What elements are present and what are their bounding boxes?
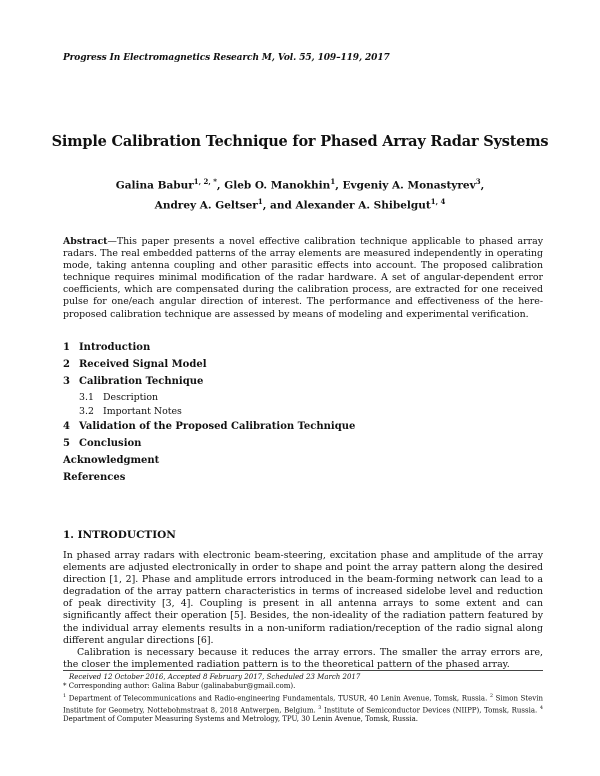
toc-item-references[interactable]: References (63, 472, 126, 483)
author-affiliation: 1, 4 (430, 196, 446, 206)
author-affiliation: 1, 2, * (193, 177, 217, 186)
author-conjunction: and (270, 199, 292, 211)
footnote-divider (63, 670, 543, 671)
author-affiliation: 1 (330, 177, 336, 186)
footnotes (63, 673, 543, 725)
author-line-2: Andrey A. Geltser$^1$, and Alexander A. Shibelgut$^{1, 4}$ (154, 196, 446, 211)
toc-item-important-notes[interactable]: 3.2 Important Notes (79, 406, 182, 417)
section-heading-introduction: 1. INTRODUCTION (63, 529, 176, 541)
author-affiliation: 3 (475, 177, 481, 186)
author-name: Gleb O. Manokhin (224, 179, 331, 192)
toc-item-validation[interactable]: 4 Validation of the Proposed Calibration Technique (63, 421, 356, 432)
toc-item-conclusion[interactable]: 5 Conclusion (63, 438, 142, 449)
toc-item-received-signal-model[interactable]: 2 Received Signal Model (63, 359, 207, 370)
toc-item-acknowledgment[interactable]: Acknowledgment (63, 455, 160, 466)
author-line-1: Galina Babur$^{1, 2, *}$, Gleb O. Manokhin$^1$, Evgeniy A. Monastyrev$^3$, (115, 177, 485, 192)
toc-item-description[interactable]: 3.1 Description (79, 392, 159, 403)
paper-title: Simple Calibration Technique for Phased Array Radar Systems (51, 133, 549, 150)
paragraph: Calibration is necessary because it reduces the array errors. The smaller the array errors are, the closer the implemented radiation pattern is to the theoretical pattern of the phased array. (63, 646, 543, 670)
introduction-body (63, 550, 543, 671)
author-name: Galina Babur (115, 179, 194, 192)
received-dates: Received 12 October 2016, Accepted 8 February 2017, Scheduled 23 March 2017 (69, 673, 361, 681)
journal-header: Progress In Electromagnetics Research M, Vol. 55, 109–119, 2017 (63, 53, 390, 63)
author-name: Alexander A. Shibelgut (295, 199, 431, 211)
affiliations: $^1$ Department of Telecommunications and Radio-engineering Fundamentals, TUSUR, 40 Lenin Avenue, Tomsk, Russia. $^2$ Simon Stevin Institute for Geometry, Nottebohmstraat 8, 2018 Antwerpen, Belgium. $^3$ Institute of Semiconductor Devices (NIIPP), Tomsk, Russia. $^4$ Department of Computer Measuring Systems and Metrology, TPU, 30 Lenin Avenue, Tomsk, Russia. (63, 692, 544, 724)
corresponding-author: * Corresponding author: Galina Babur (galinababur@gmail.com). (63, 682, 296, 691)
toc-item-introduction[interactable]: 1 Introduction (63, 342, 151, 353)
author-list (0, 174, 600, 213)
abstract-text: —This paper presents a novel effective calibration technique applicable to phased array radars. The real embedded patterns of the array elements are measured independently in operating mode, taking antenna coupling and other parasitic effects into account. The proposed calibration technique requires minimal modification of the radar hardware. A set of angular-dependent error coefficients, which are compensated during the calibration process, are extracted for one received pulse for one/each angular direction of interest. The performance and effectiveness of the here-proposed calibration technique are assessed by means of modeling and experimental verification. (63, 236, 543, 320)
paragraph: In phased array radars with electronic beam-steering, excitation phase and amplitude of the array elements are adjusted electronically in order to shape and point the array pattern along the desired direction [1, 2]. Phase and amplitude errors introduced in the beam-forming network can lead to a degradation of the array pattern characteristics in terms of increased sidelobe level and reduction of peak directivity [3, 4]. Coupling is present in all antenna arrays to some extent and can significantly affect their operation [5]. Besides, the non-ideality of the radiation pattern featured by the individual array elements results in a non-uniform radiation/reception of the radio signal along different angular directions [6]. (63, 550, 543, 646)
author-affiliation: 1 (257, 196, 263, 206)
author-name: Andrey A. Geltser (154, 199, 258, 211)
abstract-label: Abstract (63, 236, 108, 247)
toc-item-calibration-technique[interactable]: 3 Calibration Technique (63, 376, 204, 387)
abstract (63, 236, 543, 321)
author-name: Evgeniy A. Monastyrev (342, 179, 476, 192)
